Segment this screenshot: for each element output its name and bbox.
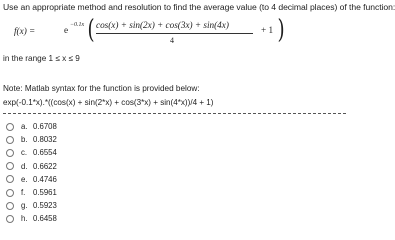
option-e[interactable] [6, 173, 57, 186]
range-text: in the range 1 ≤ x ≤ 9 [3, 54, 80, 63]
option-value: 0.4746 [33, 174, 57, 184]
option-value: 0.8032 [33, 135, 57, 145]
option-h[interactable] [6, 212, 57, 225]
option-f[interactable] [6, 186, 57, 199]
option-letter: e. [21, 174, 28, 184]
answer-options [6, 120, 57, 226]
option-letter: g. [21, 201, 28, 211]
formula-right-paren: ) [277, 15, 285, 45]
formula-exp-base: e [64, 25, 69, 35]
option-value: 0.5961 [33, 188, 57, 198]
formula-plus-one: + 1 [261, 25, 274, 35]
formula-denominator: 4 [170, 36, 174, 45]
option-value: 0.6458 [33, 214, 57, 224]
radio-button[interactable] [6, 202, 14, 210]
option-c[interactable] [6, 146, 57, 159]
formula-fraction-bar [96, 33, 253, 34]
question-prompt: Use an appropriate method and resolution to find the average value (to 4 decimal places) of the function: [3, 2, 395, 12]
option-d[interactable] [6, 160, 57, 173]
radio-button[interactable] [6, 175, 14, 183]
option-letter: b. [21, 135, 28, 145]
radio-button[interactable] [6, 162, 14, 170]
option-letter: a. [21, 122, 28, 132]
radio-button[interactable] [6, 149, 14, 157]
option-value: 0.5923 [33, 201, 57, 211]
radio-button[interactable] [6, 123, 14, 131]
formula-exp-power: −0.1x [70, 22, 85, 28]
option-value: 0.6554 [33, 148, 57, 158]
divider [3, 113, 346, 114]
note-title: Note: Matlab syntax for the function is provided below: [3, 84, 200, 93]
formula-numerator: cos(x) + sin(2x) + cos(3x) + sin(4x) [96, 20, 229, 30]
option-letter: d. [21, 161, 28, 171]
option-g[interactable] [6, 199, 57, 212]
function-formula [14, 12, 344, 44]
option-a[interactable] [6, 120, 57, 133]
option-value: 0.6708 [33, 122, 57, 132]
radio-button[interactable] [6, 215, 14, 223]
formula-left-paren: ( [87, 15, 95, 45]
radio-button[interactable] [6, 189, 14, 197]
option-letter: c. [21, 148, 28, 158]
radio-button[interactable] [6, 136, 14, 144]
matlab-syntax: exp(-0.1*x).*((cos(x) + sin(2*x) + cos(3*x) + sin(4*x))/4 + 1) [3, 98, 214, 107]
option-value: 0.6622 [33, 161, 57, 171]
option-letter: f. [21, 188, 26, 198]
option-letter: h. [21, 214, 28, 224]
formula-lhs: f(x) = [14, 26, 36, 36]
option-b[interactable] [6, 133, 57, 146]
